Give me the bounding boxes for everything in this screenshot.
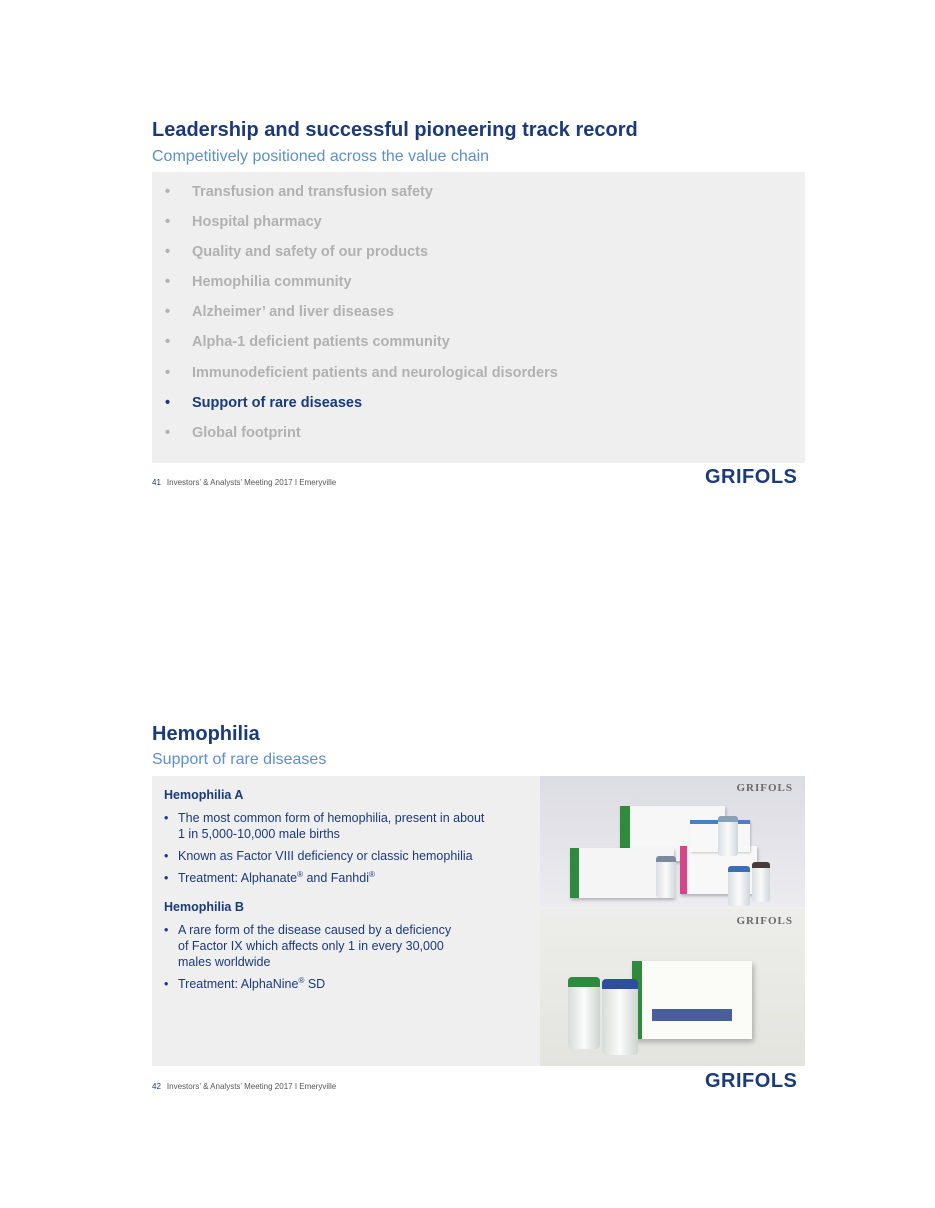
- page-number: 42: [152, 1082, 161, 1091]
- agenda-item-label: Quality and safety of our products: [192, 244, 429, 261]
- vial-blue-cap: [602, 979, 638, 1055]
- agenda-item-label: Hospital pharmacy: [192, 214, 322, 231]
- agenda-item-label: Transfusion and transfusion safety: [192, 184, 433, 200]
- footer-text: Investors’ & Analysts’ Meeting 2017 I Emeryville: [166, 1082, 337, 1091]
- bullet-icon: •: [165, 214, 171, 231]
- bullet-icon: •: [164, 977, 169, 991]
- agenda-item-label: Global footprint: [192, 424, 301, 441]
- bullet-icon: •: [165, 244, 171, 261]
- registered-mark: ®: [297, 869, 303, 879]
- agenda-item: [152, 363, 558, 393]
- bullet-icon: •: [164, 923, 169, 937]
- product-photo-hemophilia-b: [540, 909, 805, 1066]
- content-panel: [152, 776, 805, 1066]
- agenda-list: [152, 182, 558, 453]
- product-box-white: [632, 961, 752, 1039]
- list-item: [164, 848, 534, 864]
- agenda-item: [152, 242, 558, 272]
- agenda-item: [152, 212, 558, 242]
- slide-41: [0, 0, 935, 520]
- vial-green-cap: [568, 977, 600, 1049]
- slide-subtitle: Competitively positioned across the value chain: [152, 148, 490, 165]
- bullet-text: Treatment: Alphanate: [178, 871, 298, 885]
- list-item: [164, 922, 534, 970]
- bullet-text-line: The most common form of hemophilia, present in about: [178, 811, 485, 825]
- bullet-text-line: A rare form of the disease caused by a deficiency: [178, 923, 452, 937]
- bullet-icon: •: [165, 304, 171, 321]
- bullet-icon: •: [165, 424, 171, 441]
- registered-mark: ®: [369, 869, 375, 879]
- agenda-item: [152, 272, 558, 302]
- list-item: [164, 870, 534, 886]
- agenda-item-label: Immunodeficient patients and neurological disorders: [192, 364, 558, 381]
- agenda-item-active: [152, 393, 558, 423]
- slide-footer: [152, 478, 336, 487]
- slide-42: [0, 600, 935, 1120]
- bullet-text: SD: [304, 977, 326, 991]
- slide-title: Hemophilia: [152, 723, 260, 745]
- agenda-item: [152, 423, 558, 453]
- vial: [718, 816, 738, 856]
- product-photo-hemophilia-a: [540, 776, 805, 907]
- bullet-icon: •: [165, 184, 171, 200]
- slide-subtitle: Support of rare diseases: [152, 751, 327, 768]
- bullet-icon: •: [165, 394, 171, 411]
- section-heading-hemophilia-b: Hemophilia B: [164, 900, 244, 914]
- agenda-item: [152, 302, 558, 332]
- bullet-text-line: of Factor IX which affects only 1 in every 30,000: [178, 939, 444, 953]
- bullet-icon: •: [164, 811, 169, 825]
- vial: [752, 862, 770, 902]
- vial: [728, 866, 750, 906]
- grifols-logo: GRIFOLS: [705, 1070, 798, 1092]
- text-column: [164, 788, 534, 1006]
- registered-mark: ®: [298, 975, 305, 985]
- agenda-panel: [152, 172, 805, 463]
- hemophilia-a-list: [164, 810, 534, 886]
- slide-footer: [152, 1082, 336, 1091]
- list-item: [164, 810, 534, 842]
- bullet-text: and Fanhdi: [302, 871, 369, 885]
- page-number: 41: [152, 478, 161, 487]
- agenda-item: [152, 332, 558, 362]
- bullet-text-line: 1 in 5,000-10,000 male births: [178, 827, 340, 841]
- photo-logo: GRIFOLS: [736, 782, 793, 794]
- hemophilia-b-list: [164, 922, 534, 992]
- bullet-icon: •: [165, 334, 171, 351]
- list-item: [164, 976, 534, 992]
- bullet-icon: •: [164, 849, 169, 863]
- vial: [656, 856, 676, 898]
- photo-logo: GRIFOLS: [736, 915, 793, 927]
- slide-title: Leadership and successful pioneering track record: [152, 119, 638, 141]
- footer-text: Investors’ & Analysts’ Meeting 2017 I Emeryville: [166, 478, 337, 487]
- bullet-icon: •: [165, 274, 171, 291]
- grifols-logo: GRIFOLS: [705, 466, 798, 488]
- agenda-item-label: Alzheimer’ and liver diseases: [192, 304, 395, 321]
- bullet-text-line: males worldwide: [178, 955, 271, 969]
- bullet-text: Known as Factor VIII deficiency or classic hemophilia: [178, 849, 473, 863]
- product-box-label: [652, 1009, 732, 1021]
- section-heading-hemophilia-a: Hemophilia A: [164, 788, 244, 802]
- bullet-icon: •: [165, 364, 171, 381]
- agenda-item-label: Hemophilia community: [192, 274, 352, 291]
- agenda-item: [152, 182, 558, 212]
- agenda-item-label: Support of rare diseases: [192, 394, 363, 411]
- bullet-text: Treatment: AlphaNine: [178, 977, 299, 991]
- agenda-item-label: Alpha-1 deficient patients community: [192, 334, 450, 351]
- bullet-icon: •: [164, 871, 169, 885]
